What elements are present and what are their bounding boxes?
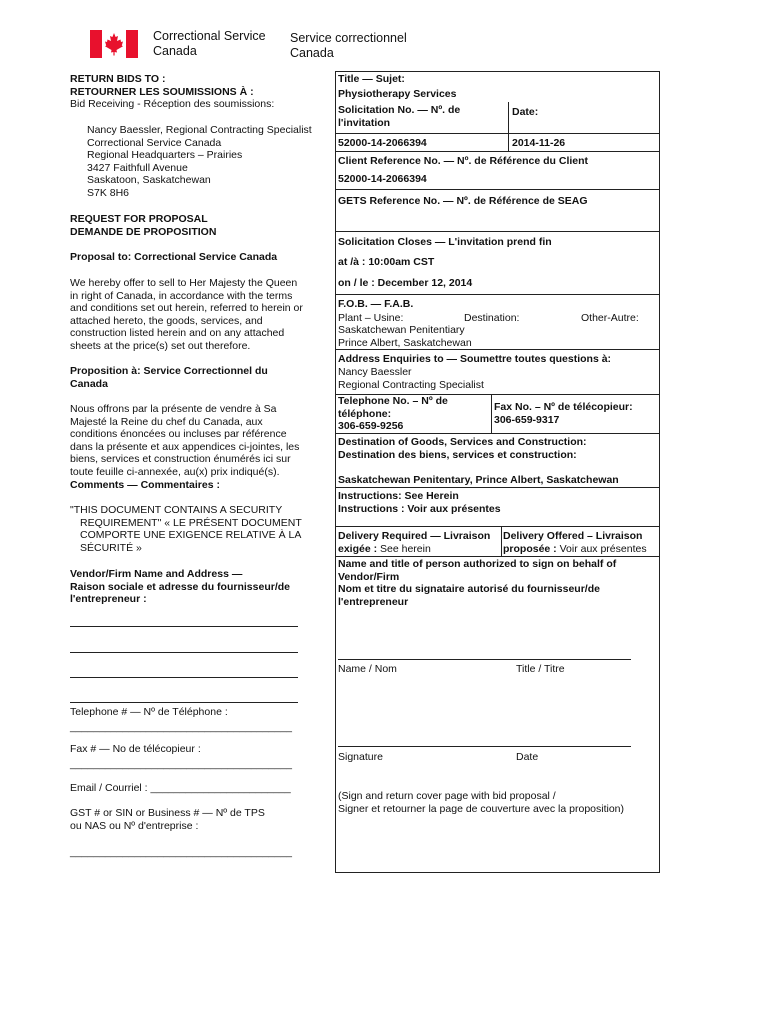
- telephone-field[interactable]: ______________________________________: [70, 721, 292, 733]
- security-notice: "THIS DOCUMENT CONTAINS A SECURITY REQUIREMENT" « LE PRÉSENT DOCUMENT COMPORTE UNE EXIGENCE RELATIVE À LA SÉCURITÉ »: [70, 504, 302, 554]
- signature-line[interactable]: [338, 746, 631, 747]
- gst-field[interactable]: ______________________________________: [70, 846, 292, 858]
- signature-date-label: Date: [516, 751, 539, 763]
- name-label: Name / Nom: [338, 663, 397, 675]
- email-field[interactable]: Email / Courriel : ________________________: [70, 782, 291, 794]
- delivery-required: Delivery Required — Livraison exigée : See herein: [338, 530, 491, 555]
- fob-location: Saskatchewan Penitentiary Prince Albert, Saskatchewan: [338, 324, 472, 349]
- title-value: Physiotherapy Services: [338, 88, 457, 100]
- date-label: Date:: [512, 106, 539, 118]
- fob-label: F.O.B. — F.A.B.: [338, 298, 414, 310]
- bid-receiving-label: Bid Receiving - Réception des soumissions:: [70, 98, 275, 110]
- destination-value: Saskatchewan Penitentary, Prince Albert, Saskatchewan: [338, 474, 619, 486]
- solicitation-no-value: 52000-14-2066394: [338, 137, 427, 149]
- signature-label: Signature: [338, 751, 383, 763]
- fax-field[interactable]: ______________________________________: [70, 758, 292, 770]
- vendor-name-line-4[interactable]: [70, 702, 298, 703]
- offer-text-en: We hereby offer to sell to Her Majesty the Queen in right of Canada, in accordance with the terms and conditions set out herein, referred to herein or attached hereto, the goods, services, and construction listed herein and on any attached sheets at the price(s) set out therefore.: [70, 277, 303, 352]
- sign-return-note: (Sign and return cover page with bid proposal / Signer et retourner la page de couverture avec la proposition): [338, 790, 625, 815]
- comments-label: Comments — Commentaires :: [70, 479, 220, 491]
- closing-time: at /à : 10:00am CST: [338, 256, 435, 268]
- department-name-fr: Service correctionnel Canada: [290, 31, 407, 60]
- fob-plant: Plant – Usine:: [338, 312, 404, 324]
- rfp-heading: REQUEST FOR PROPOSAL DEMANDE DE PROPOSITION: [70, 213, 217, 238]
- offer-text-fr: Nous offrons par la présente de vendre à Sa Majesté la Reine du chef du Canada, aux conditions énoncées ou incluses par référence dans la présente et aux appendices ci-jointes, les biens, services et construction énumérés ici sur toute feuille ci-annexée, au(x) prix indiqué(s).: [70, 403, 300, 478]
- destination-label: Destination of Goods, Services and Construction: Destination des biens, services et construction:: [338, 436, 587, 461]
- date-value: 2014-11-26: [512, 137, 566, 149]
- department-name-en: Correctional Service Canada: [153, 29, 266, 58]
- vendor-name-line-3[interactable]: [70, 677, 298, 678]
- fax-label: Fax # — No de télécopieur :: [70, 743, 201, 755]
- delivery-offered: Delivery Offered – Livraison proposée : Voir aux présentes: [503, 530, 647, 555]
- vendor-heading: Vendor/Firm Name and Address — Raison sociale et adresse du fournisseur/de l'entrepreneur :: [70, 568, 290, 606]
- enquiries-fax: Fax No. – Nº de télécopieur: 306-659-9317: [494, 401, 633, 426]
- vendor-name-line-1[interactable]: [70, 626, 298, 627]
- form-right-panel: [335, 71, 660, 873]
- gst-label: GST # or SIN or Business # — Nº de TPS ou NAS ou Nº d'entreprise :: [70, 807, 265, 832]
- fob-destination: Destination:: [464, 312, 520, 324]
- solicitation-closes-label: Solicitation Closes — L'invitation prend fin: [338, 236, 552, 248]
- client-reference-label: Client Reference No. — Nº. de Référence du Client: [338, 155, 589, 167]
- telephone-label: Telephone # — Nº de Téléphone :: [70, 706, 228, 718]
- vendor-name-line-2[interactable]: [70, 652, 298, 653]
- gets-reference-label: GETS Reference No. — Nº. de Référence de SEAG: [338, 195, 588, 207]
- fob-other: Other-Autre:: [581, 312, 639, 324]
- proposition-heading: Proposition à: Service Correctionnel du Canada: [70, 365, 268, 390]
- proposal-to: Proposal to: Correctional Service Canada: [70, 251, 278, 263]
- enquiries-label: Address Enquiries to — Soumettre toutes questions à:: [338, 353, 612, 365]
- enquiries-contact: Nancy Baessler Regional Contracting Specialist: [338, 366, 484, 391]
- name-title-line[interactable]: [338, 659, 631, 660]
- closing-date: on / le : December 12, 2014: [338, 277, 473, 289]
- return-bids-heading: RETURN BIDS TO : RETOURNER LES SOUMISSIONS À :: [70, 73, 254, 98]
- title-label: Title — Sujet:: [338, 73, 405, 85]
- authorized-signatory-label: Name and title of person authorized to sign on behalf of Vendor/Firm Nom et titre du signataire autorisé du fournisseur/de l'entrepreneur: [338, 558, 617, 608]
- title-titre-label: Title / Titre: [516, 663, 565, 675]
- solicitation-no-label: Solicitation No. — Nº. de l'invitation: [338, 104, 461, 129]
- instructions: Instructions: See Herein Instructions : Voir aux présentes: [338, 490, 501, 515]
- enquiries-telephone: Telephone No. – Nº de téléphone: 306-659-9256: [338, 395, 448, 433]
- client-reference-value: 52000-14-2066394: [338, 173, 427, 185]
- return-address: Nancy Baessler, Regional Contracting Specialist Correctional Service Canada Regional Headquarters – Prairies 3427 Faithfull Avenue Saskatoon, Saskatchewan S7K 8H6: [87, 124, 312, 199]
- canada-flag-icon: [90, 30, 138, 58]
